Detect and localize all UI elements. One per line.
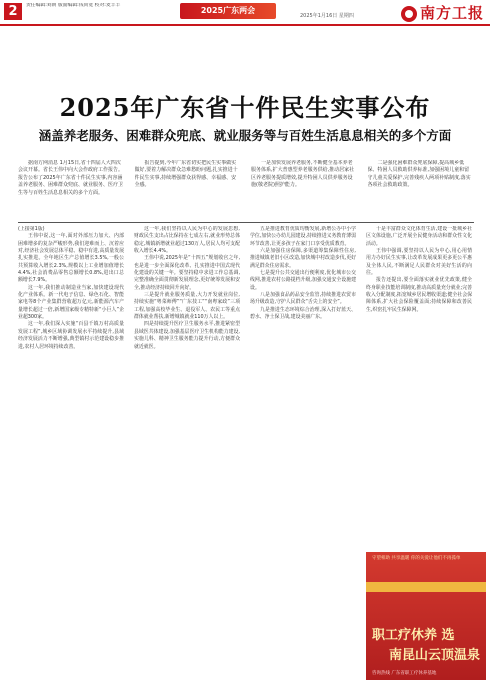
body-paragraph: 这一年,我们深入实施“百县千镇万村高质量发展工程”,城乡区域协调发展水平持续提升,县域经济发展活力不断增强,典型镇村示范建设稳步推进,农村人居环境持续改善。 [18,321,124,350]
ad-footer: 咨询热线 广东省职工疗休养基地 [372,671,437,676]
ad-tagline: 守望相助 共享温暖 你的关爱让他们不再孤单 [372,556,461,561]
body-paragraph: 王伟中强调,要坚持以人民为中心,用心用情用力办好民生实事,让改革发展成果更多更公平惠及全体人民,不断满足人民群众对美好生活的向往。 [366,248,472,277]
page-number: 2 [4,3,22,20]
issue-date: 2025年1月16日 星期四 [300,13,354,19]
body-column-1 [18,226,124,682]
body-column-3 [250,226,356,682]
body-paragraph: 十是丰富群众文化体育生活,建设一批城乡社区文体设施,广泛开展全民健身活动和群众性文化活动。 [366,226,472,247]
lede-paragraph: 二是强化困难群众兜底保障,提高城乡低保、特困人员救助供养标准,加强困境儿童和留守儿童关爱保护,完善残疾人两项补贴制度,落实各项社会救助政策。 [367,160,471,189]
body-paragraph: 这一年,我们推动制造业当家,加快建设现代化产业体系。新一代电子信息、绿色石化、智能家电等8个产业集群营收超万亿元,新能源汽车产量增长超过一倍,新增国家级专精特新“小巨人”企业超300家。 [18,284,124,321]
body-column-2 [134,226,240,682]
body-paragraph: 这一年,我们坚持以人民为中心的发展思想,财政民生支出占比保持在七成左右,就业形势总体稳定,城镇新增就业超过130万人,居民人均可支配收入增长4.4%。 [134,226,240,255]
body-paragraph: 报告还提出,要全面落实就业优先政策,健全终身职业技能培训制度,推动高质量充分就业;完善收入分配制度,拓宽城乡居民增收渠道;健全社会保障体系,扩大社会保险覆盖面;持续保障和改善民生,织密扎牢民生保障网。 [366,277,472,313]
logo-text: 南方工报 [419,4,484,22]
article-lede [18,160,474,220]
ad-decorative-stripe [366,582,486,592]
ad-title-line-2: 南昆山云顶温泉 [388,648,480,663]
masthead [0,0,490,26]
body-paragraph: 王伟中说,这一年,面对外部压力加大、内部困难增多的复杂严峻形势,我们迎难而上、沉着应对,经济社会发展总体平稳、稳中有进,高质量发展扎实推进。全年地区生产总值增长3.5%,一般公共预算收入增长2.3%,规模以上工业增加值增长4.4%,社会消费品零售总额增长0.8%,进出口总额增长7.9%。 [18,233,124,284]
body-paragraph: 四是持续提升医疗卫生服务水平,推进紧密型县域医共体建设,加强基层医疗卫生机构能力建设,实施儿科、精神卫生服务能力提升行动,方便群众就近就医。 [134,321,240,350]
body-paragraph: 七是提升公共交通出行便利度,优化城市公交线网,推进农村公路提档升级,加强交通安全设施建设。 [250,270,356,291]
body-paragraph: 六是加强住房保障,多渠道筹集保障性住房,推进城镇老旧小区改造,加快城中村改造步伐,更好满足群众住房需求。 [250,248,356,269]
body-paragraph: 五是推进教育优质均衡发展,新增公办中小学学位,加快公办幼儿园建设,持续推进义务教育薄弱环节改善,让更多孩子在家门口享受优质教育。 [250,226,356,247]
body-paragraph: 九是推进生态环境综合治理,深入打好蓝天、碧水、净土保卫战,建设美丽广东。 [250,306,356,321]
lede-paragraph: 据南方网消息 1月15日,省十四届人大四次会议开幕。省长王伟中向大会作政府工作报告。报告公布了2025年广东省十件民生实事,内容涵盖养老服务、困难群众兜底、就业服务、医疗卫生等与百姓生活息息相关的多个方面。 [18,160,124,196]
body-paragraph: 三是提升就业服务质量,大力开发就业岗位,持续实施“粤菜师傅”“广东技工”“南粤家政”三项工程,加强高校毕业生、退役军人、农民工等重点群体就业帮扶,新增城镇就业110万人以上。 [134,292,240,321]
body-paragraph: 王伟中说,2025年是“十四五”规划收官之年,也是进一步全面深化改革、扎实推进中国式现代化建设的关键一年。要坚持稳中求进工作总基调,完整准确全面贯彻新发展理念,更好统筹发展和安全,推动经济持续回升向好。 [134,255,240,291]
lede-paragraph: 报告提到,今年广东省切实把民生实事做实做好,要着力解决群众急难愁盼问题,扎实推进十件民生实事,持续增强群众获得感、幸福感、安全感。 [134,160,238,189]
newspaper-logo [401,2,484,22]
lede-paragraph: 一是加快发展养老服务,不断健全基本养老服务体系,扩大普惠型养老服务供给,推动居家社区养老服务提质增效,提升特困人员供养服务设施(敬老院)照护能力。 [251,160,355,189]
newspaper-emblem-icon [401,6,417,22]
advertisement-box[interactable] [366,552,486,680]
ad-title-line-1: 职工疗休养 选 [372,628,455,643]
continued-label: (上接第1版) [18,226,45,232]
section-banner: 2025广东两会 [180,3,276,19]
body-column-4 [366,226,472,548]
article-headline: 2025年广东省十件民生实事公布 [59,93,431,122]
section-divider [18,222,474,223]
body-paragraph: 八是加强食品药品安全监管,持续推进农贸市场升级改造,守护人民群众“舌尖上的安全”。 [250,292,356,306]
editor-credits: 责任编辑:刘朗 版面编辑:钱同宽 校对:麦丰丰 [26,3,121,8]
article-subhead: 涵盖养老服务、困难群众兜底、就业服务等与百姓生活息息相关的多个方面 [38,128,452,143]
